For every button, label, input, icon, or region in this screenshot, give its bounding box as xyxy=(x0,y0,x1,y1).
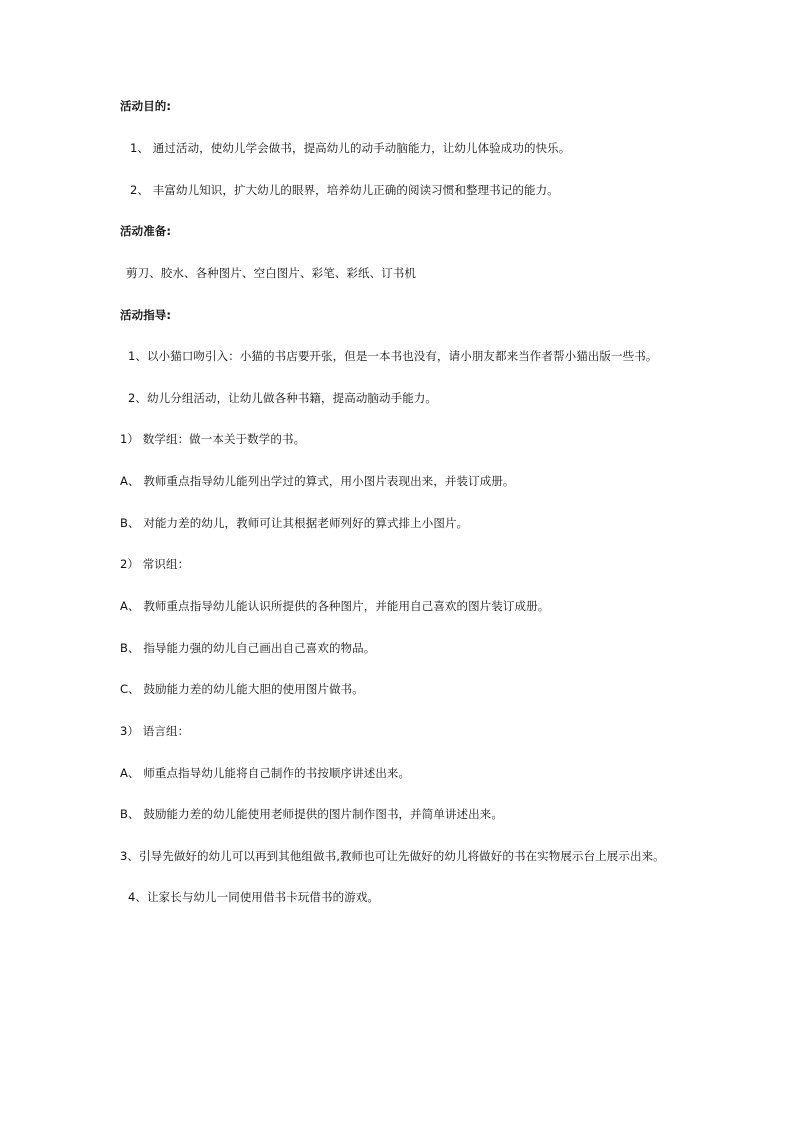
guide-item: A、 教师重点指导幼儿能列出学过的算式，用小图片表现出来，并装订成册。 xyxy=(120,474,515,488)
prep-heading: 活动准备: xyxy=(120,224,172,238)
guide-item: A、 师重点指导幼儿能将自己制作的书按顺序讲述出来。 xyxy=(120,766,411,780)
guide-item: 4、让家长与幼儿一同使用借书卡玩借书的游戏。 xyxy=(128,890,380,904)
guide-item: B、 指导能力强的幼儿自己画出自己喜欢的物品。 xyxy=(120,641,376,655)
guide-item: 2） 常识组： xyxy=(120,557,190,571)
guide-item: 1） 数学组：做一本关于数学的书。 xyxy=(120,432,306,446)
goal-item: 1、 通过活动，使幼儿学会做书，提高幼儿的动手动脑能力，让幼儿体验成功的快乐。 xyxy=(130,141,571,155)
guide-item: C、 鼓励能力差的幼儿能大胆的使用图片做书。 xyxy=(120,682,364,696)
guide-item: B、 对能力差的幼儿，教师可让其根据老师列好的算式排上小图片。 xyxy=(120,516,469,530)
guide-item: 1、以小猫口吻引入：小猫的书店要开张，但是一本书也没有，请小朋友都来当作者帮小猫出版一些书。 xyxy=(128,349,658,363)
goal-item: 2、 丰富幼儿知识，扩大幼儿的眼界，培养幼儿正确的阅读习惯和整理书记的能力。 xyxy=(130,183,559,197)
prep-text: 剪刀、胶水、各种图片、空白图片、彩笔、彩纸、订书机 xyxy=(126,266,416,280)
guide-item: 3） 语言组： xyxy=(120,724,190,738)
goal-heading: 活动目的: xyxy=(120,99,172,113)
guide-item: 2、幼儿分组活动，让幼儿做各种书籍，提高动脑动手能力。 xyxy=(128,391,438,405)
guide-item: B、 鼓励能力差的幼儿能使用老师提供的图片制作图书，并简单讲述出来。 xyxy=(120,807,503,821)
guide-item: 3、引导先做好的幼儿可以再到其他组做书,教师也可让先做好的幼儿将做好的书在实物展示台上展示出来。 xyxy=(120,849,665,863)
guide-heading: 活动指导: xyxy=(120,308,172,322)
guide-item: A、 教师重点指导幼儿能认识所提供的各种图片，并能用自己喜欢的图片装订成册。 xyxy=(120,599,550,613)
